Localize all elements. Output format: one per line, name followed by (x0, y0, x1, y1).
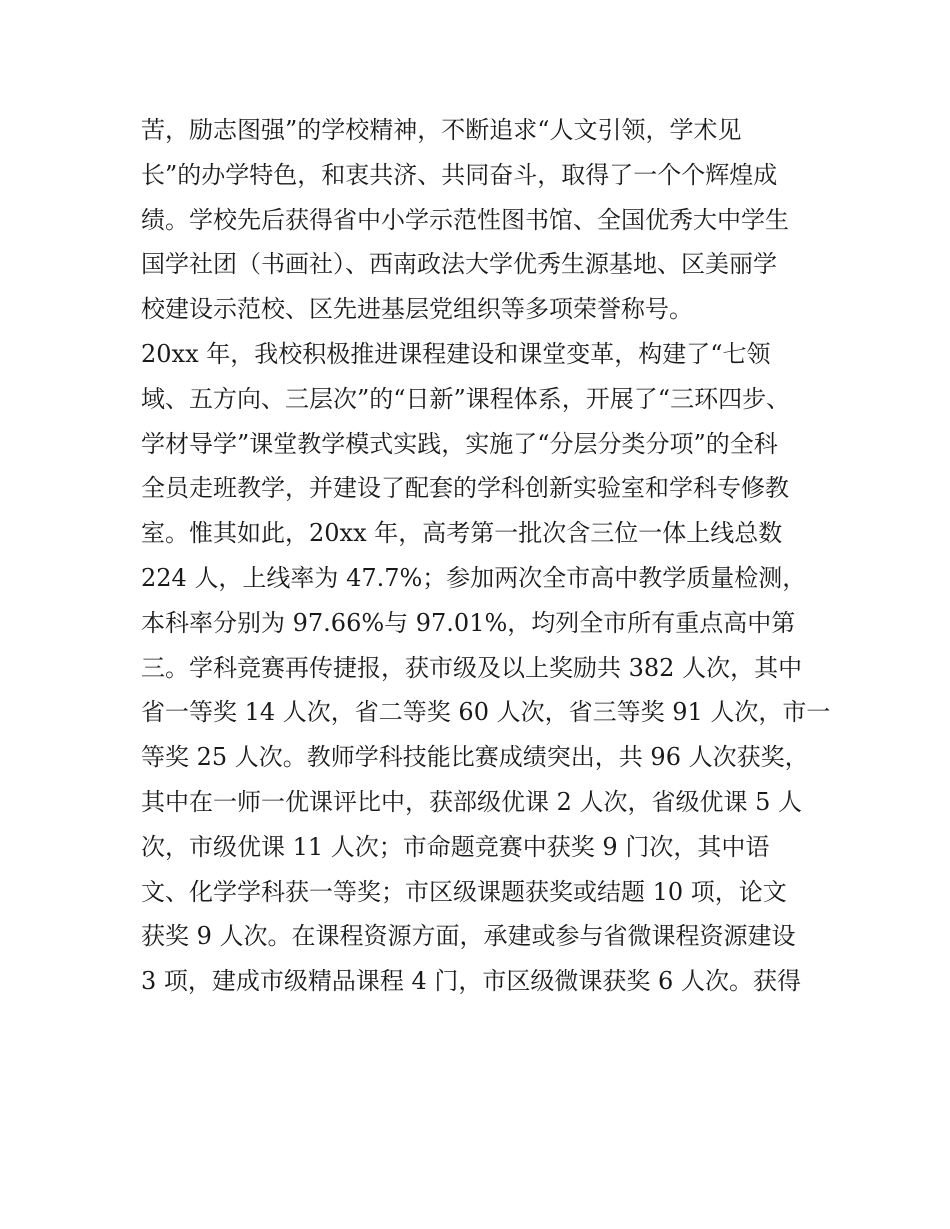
text-line: 224 人，上线率为 47.7%；参加两次全市高中教学质量检测， (141, 563, 807, 592)
text-line: 等奖 25 人次。教师学科技能比赛成绩突出，共 96 人次获奖， (141, 743, 809, 772)
text-line: 20xx 年，我校积极推进课程建设和课堂变革，构建了“七领 (141, 339, 771, 368)
text-line: 文、化学学科获一等奖；市区级课题获奖或结题 10 项，论文 (141, 877, 787, 906)
text-line: 本科率分别为 97.66%与 97.01%，均列全市所有重点高中第 (141, 608, 796, 637)
text-line: 苦，励志图强”的学校精神，不断追求“人文引领，学术见 (141, 116, 742, 144)
text-line: 绩。学校先后获得省中小学示范性图书馆、全国优秀大中学生 (141, 205, 789, 234)
text-line: 校建设示范校、区先进基层党组织等多项荣誉称号。 (141, 295, 693, 324)
text-line: 长”的办学特色，和衷共济、共同奋斗，取得了一个个辉煌成 (141, 160, 778, 189)
text-line: 三。学科竞赛再传捷报，获市级及以上奖励共 382 人次，其中 (141, 653, 803, 682)
text-line: 次，市级优课 11 人次；市命题竞赛中获奖 9 门次，其中语 (141, 832, 770, 861)
text-line: 国学社团（书画社）、西南政法大学优秀生源基地、区美丽学 (141, 250, 777, 279)
body-text (141, 108, 831, 1004)
text-line: 获奖 9 人次。在课程资源方面，承建或参与省微课程资源建设 (141, 922, 796, 951)
text-line: 全员走班教学，并建设了配套的学科创新实验室和学科专修教 (141, 474, 789, 503)
text-line: 省一等奖 14 人次，省二等奖 60 人次，省三等奖 91 人次，市一 (141, 698, 831, 727)
text-line: 室。惟其如此，20xx 年，高考第一批次含三位一体上线总数 (141, 519, 783, 548)
text-line: 其中在一师一优课评比中，获部级优课 2 人次，省级优课 5 人 (141, 787, 803, 816)
text-line: 域、五方向、三层次”的“日新”课程体系，开展了“三环四步、 (141, 384, 791, 413)
text-line: 学材导学”课堂教学模式实践，实施了“分层分类分项”的全科 (141, 429, 778, 458)
text-line: 3 项，建成市级精品课程 4 门，市区级微课获奖 6 人次。获得 (141, 967, 801, 996)
